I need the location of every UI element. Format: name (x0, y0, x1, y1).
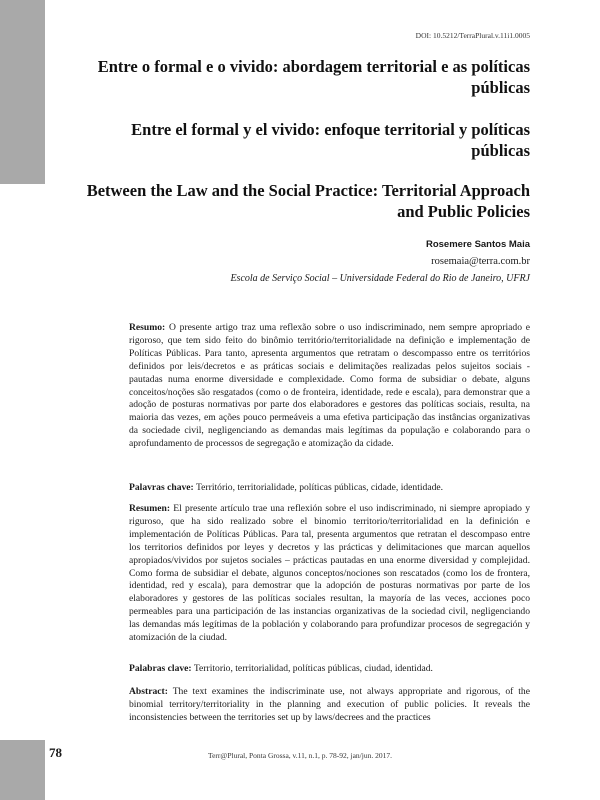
sidebar-band-bottom (0, 740, 45, 800)
resumen-label: Resumen: (129, 503, 171, 514)
palavras-chave-paragraph (129, 482, 530, 495)
doi-label: DOI: 10.5212/TerraPlural.v.11i1.0005 (415, 31, 530, 40)
palavras-chave-label: Palavras chave: (129, 482, 194, 493)
palabras-clave-paragraph (129, 663, 530, 676)
palavras-chave-text: Território, territorialidade, políticas públicas, cidade, identidade. (193, 482, 444, 493)
title-portuguese: Entre o formal e o vivido: abordagem territorial e as políticas públicas (97, 57, 530, 97)
title-spanish: Entre el formal y el vivido: enfoque territorial y políticas públicas (131, 120, 530, 160)
footer-citation: Terr@Plural, Ponta Grossa, v.11, n.1, p. 78-92, jan/jun. 2017. (208, 751, 392, 760)
resumen-text: El presente artículo trae una reflexión sobre el uso indiscriminado, ni siempre apropiado y riguroso, que ha sido realizado sobre el binomio territorio/territorialidad en la definición e implementación de Políticas Públicas. Para tal, presenta argumentos que retratan el descompaso entre los territorios definidos por leyes y decretos y las prácticas y delimitaciones que marcan aquellos apropiados/vividos por sujetos sociales – prácticas pautadas en una enorme diversidad y complejidad. Como forma de subsidiar el debate, algunos conceptos/nociones son rescatados (como los de frontera, identidad, red y escala), para demostrar que la adopción de posturas normativas por parte de los elaboradores y gestores de las políticas sociales resultan, la mayoría de las veces, acciones poco permeables para una participación de las instancias organizativas de la sociedad civil, negligenciando las demandas más legítimas de la población y colaborando para profundizar procesos de segregación y atomización de la ciudad. (129, 503, 530, 644)
author-name: Rosemere Santos Maia (425, 239, 530, 250)
resumen-paragraph (129, 503, 530, 645)
palabras-clave-label: Palabras clave: (129, 663, 192, 674)
author-affiliation: Escola de Serviço Social – Universidade Federal do Rio de Janeiro, UFRJ (230, 273, 530, 284)
abstract-text: The text examines the indiscriminate use, not always appropriate and rigorous, of the binomial territory/territoriality in the planning and execution of public policies. It reveals the inconsistencies between the territories set up by laws/decrees and the practices (129, 686, 530, 723)
resumo-paragraph (129, 322, 530, 451)
sidebar-band-top (0, 0, 45, 184)
page-number: 78 (49, 745, 62, 760)
abstract-paragraph (129, 686, 530, 725)
resumo-label: Resumo: (129, 322, 166, 333)
title-english: Between the Law and the Social Practice: Territorial Approach and Public Policies (86, 181, 530, 221)
abstract-label: Abstract: (129, 686, 168, 697)
author-email[interactable]: rosemaia@terra.com.br (431, 256, 530, 267)
resumo-text: O presente artigo traz uma reflexão sobre o uso indiscriminado, nem sempre apropriado e rigoroso, que tem sido feito do binômio território/territorialidade na definição e implementação de Políticas Públicas. Para tanto, apresenta argumentos que retratam o descompasso entre os territórios definidos por leis/decretos e as práticas sociais e delimitações realizadas pelos sujeitos sociais - pautadas numa enorme diversidade e complexidade. Como forma de subsidiar o debate, alguns conceitos/noções são resgatados (como o de fronteira, identidade, rede e escala), para demonstrar que a adoção de posturas normativas por parte dos elaboradores e gestores das políticas sociais, resulta, na maioria das vezes, em ações pouco permeáveis a uma efetiva participação das instâncias organizativas da sociedade civil, negligenciando as demandas mais legítimas da população e colaborando para o aprofundamento de processos de segregação e atomização da cidade. (129, 322, 530, 450)
author-block (130, 236, 530, 287)
palabras-clave-text: Territorio, territorialidad, políticas públicas, ciudad, identidad. (191, 663, 433, 674)
